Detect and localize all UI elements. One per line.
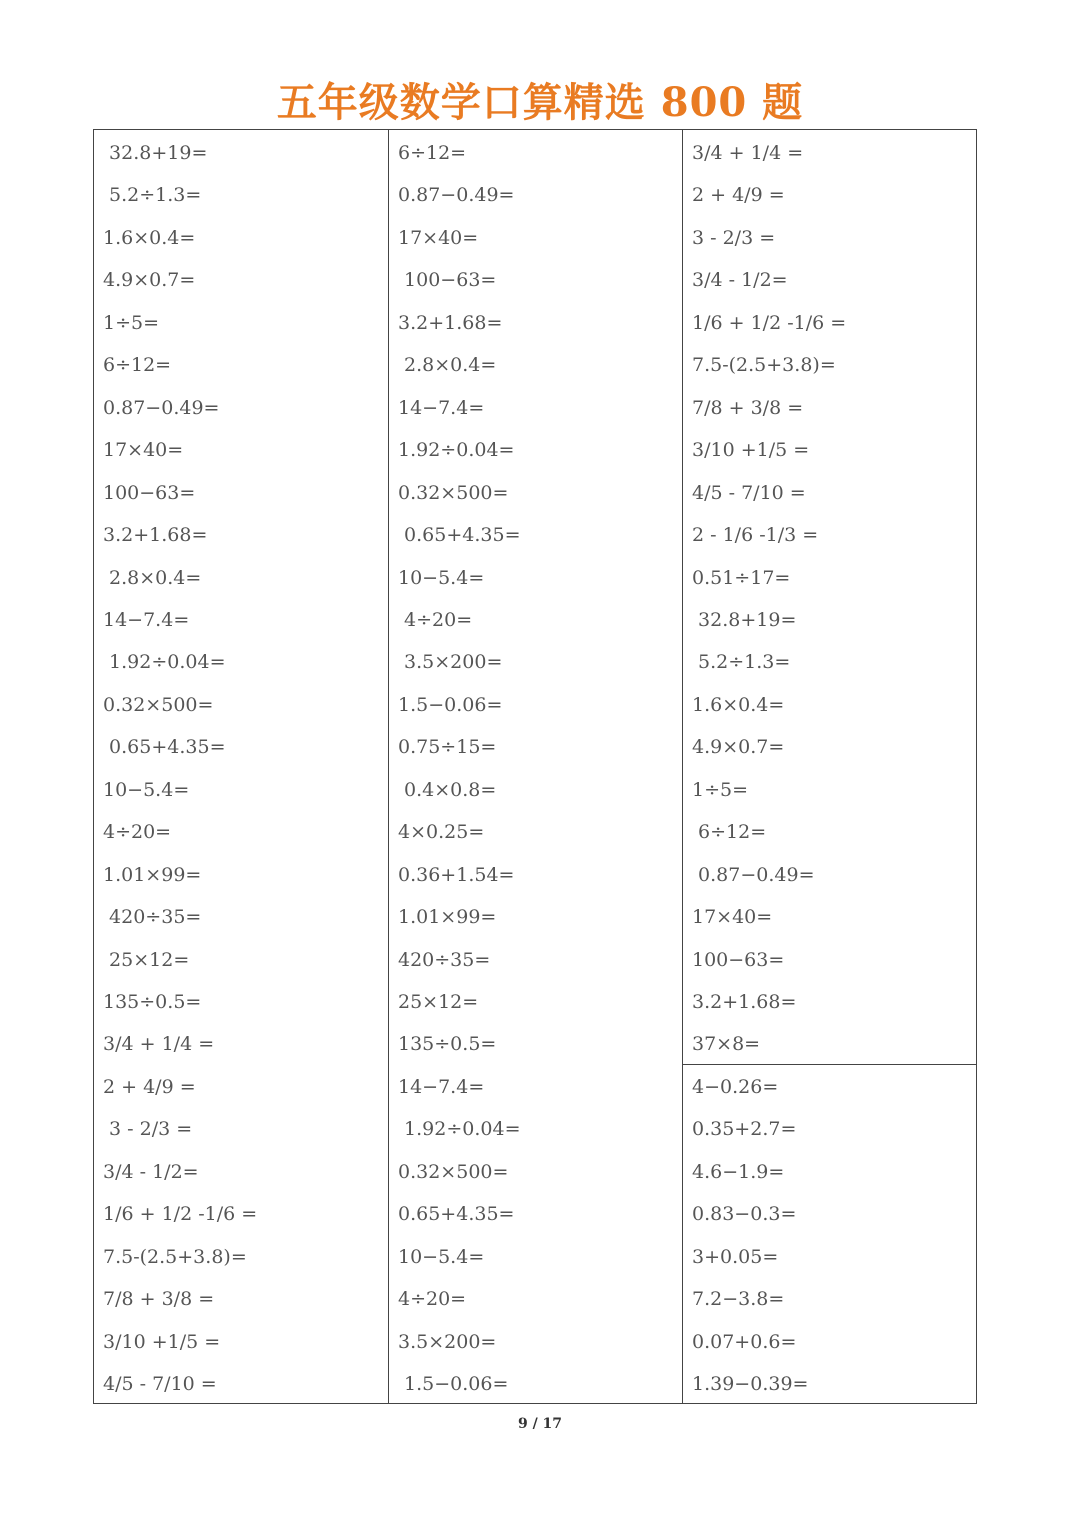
- problem-item: 4/5 - 7/10 =: [692, 481, 806, 504]
- problem-item: 3+0.05=: [692, 1245, 779, 1268]
- problem-item: 0.32×500=: [398, 481, 509, 504]
- problem-item: 3 - 2/3 =: [103, 1118, 193, 1141]
- problem-item: 6÷12=: [103, 354, 172, 377]
- problem-item: 4÷20=: [103, 821, 172, 844]
- problem-item: 0.4×0.8=: [398, 778, 497, 801]
- problem-item: 3/10 +1/5 =: [692, 439, 810, 462]
- problem-item: 1.01×99=: [103, 863, 202, 886]
- problem-item: 3.5×200=: [398, 651, 503, 674]
- problem-item: 3/4 - 1/2=: [103, 1160, 199, 1183]
- problem-item: 4×0.25=: [398, 821, 485, 844]
- problem-item: 3 - 2/3 =: [692, 226, 776, 249]
- column-3-divider: [683, 1064, 977, 1065]
- problem-item: 2 + 4/9 =: [692, 184, 785, 207]
- problem-item: 37×8=: [692, 1033, 761, 1056]
- problem-item: 3.2+1.68=: [103, 524, 208, 547]
- problem-item: 0.83−0.3=: [692, 1203, 797, 1226]
- problem-item: 2.8×0.4=: [103, 566, 202, 589]
- problem-item: 7/8 + 3/8 =: [103, 1288, 215, 1311]
- problem-item: 0.65+4.35=: [398, 524, 521, 547]
- problem-item: 420÷35=: [398, 948, 491, 971]
- problem-item: 1/6 + 1/2 -1/6 =: [103, 1203, 258, 1226]
- problem-item: 0.07+0.6=: [692, 1330, 797, 1353]
- problem-item: 25×12=: [103, 948, 190, 971]
- problem-item: 10−5.4=: [398, 1245, 485, 1268]
- problem-item: 0.87−0.49=: [398, 184, 515, 207]
- problem-item: 14−7.4=: [103, 608, 190, 631]
- problem-item: 17×40=: [692, 906, 773, 929]
- problem-item: 3/4 + 1/4 =: [692, 142, 804, 164]
- problem-item: 10−5.4=: [103, 778, 190, 801]
- problem-item: 5.2÷1.3=: [692, 651, 791, 674]
- problem-item: 1.92÷0.04=: [398, 439, 515, 462]
- problem-item: 4.9×0.7=: [103, 269, 196, 292]
- problem-item: 2 + 4/9 =: [103, 1075, 196, 1098]
- problem-item: 32.8+19=: [692, 608, 797, 631]
- problem-item: 10−5.4=: [398, 566, 485, 589]
- problem-item: 7.5-(2.5+3.8)=: [692, 354, 836, 377]
- problem-item: 3.2+1.68=: [398, 311, 503, 334]
- problem-item: 5.2÷1.3=: [103, 184, 202, 207]
- problem-item: 3.5×200=: [398, 1330, 497, 1353]
- problem-item: 0.65+4.35=: [103, 736, 226, 759]
- problem-item: 3/10 +1/5 =: [103, 1330, 221, 1353]
- problem-item: 1.92÷0.04=: [398, 1118, 521, 1141]
- problem-item: 2.8×0.4=: [398, 354, 497, 377]
- problem-item: 17×40=: [398, 226, 479, 249]
- problem-item: 3/4 - 1/2=: [692, 269, 788, 292]
- problem-item: 25×12=: [398, 991, 479, 1013]
- problem-item: 1.5−0.06=: [398, 1373, 509, 1396]
- problem-item: 14−7.4=: [398, 396, 485, 419]
- problem-item: 0.32×500=: [103, 693, 214, 716]
- problem-item: 0.65+4.35=: [398, 1203, 515, 1226]
- page-number: 9 / 17: [517, 1416, 563, 1432]
- problem-item: 6÷12=: [398, 142, 467, 164]
- page-title: 五年级数学口算精选 800 题: [276, 79, 804, 126]
- problem-item: 100−63=: [398, 269, 497, 292]
- problem-item: 0.35+2.7=: [692, 1118, 797, 1141]
- problem-item: 7.5-(2.5+3.8)=: [103, 1245, 247, 1268]
- problem-item: 1/6 + 1/2 -1/6 =: [692, 311, 847, 334]
- problem-item: 1.01×99=: [398, 906, 497, 929]
- problem-item: 0.32×500=: [398, 1160, 509, 1183]
- problem-item: 135÷0.5=: [398, 1033, 497, 1056]
- problem-item: 135÷0.5=: [103, 991, 202, 1013]
- problem-item: 14−7.4=: [398, 1075, 485, 1098]
- problem-item: 7.2−3.8=: [692, 1288, 785, 1311]
- problem-table: [93, 129, 977, 1404]
- problem-item: 7/8 + 3/8 =: [692, 396, 804, 419]
- problem-item: 1.6×0.4=: [692, 693, 785, 716]
- problem-item: 4.6−1.9=: [692, 1160, 785, 1183]
- problem-item: 1÷5=: [692, 778, 749, 801]
- problem-item: 1.39−0.39=: [692, 1373, 809, 1396]
- problem-item: 100−63=: [692, 948, 785, 971]
- problem-item: 4÷20=: [398, 1288, 467, 1311]
- problem-item: 4/5 - 7/10 =: [103, 1373, 217, 1396]
- problem-item: 0.75÷15=: [398, 736, 497, 759]
- problem-item: 1.92÷0.04=: [103, 651, 226, 674]
- problem-item: 32.8+19=: [103, 142, 208, 164]
- problem-item: 3.2+1.68=: [692, 991, 797, 1013]
- problem-item: 0.36+1.54=: [398, 863, 515, 886]
- problem-item: 4.9×0.7=: [692, 736, 785, 759]
- problem-item: 100−63=: [103, 481, 196, 504]
- problem-item: 2 - 1/6 -1/3 =: [692, 524, 819, 547]
- column-2: [389, 130, 683, 1403]
- problem-item: 17×40=: [103, 439, 184, 462]
- problem-item: 3/4 + 1/4 =: [103, 1033, 215, 1056]
- problem-item: 4÷20=: [398, 608, 473, 631]
- problem-item: 6÷12=: [692, 821, 767, 844]
- column-3: [683, 130, 977, 1403]
- column-1: [94, 130, 389, 1403]
- problem-item: 420÷35=: [103, 906, 202, 929]
- problem-item: 0.87−0.49=: [103, 396, 220, 419]
- problem-item: 1.6×0.4=: [103, 226, 196, 249]
- problem-item: 0.51÷17=: [692, 566, 791, 589]
- problem-item: 1.5−0.06=: [398, 693, 503, 716]
- problem-item: 4−0.26=: [692, 1075, 779, 1098]
- problem-item: 0.87−0.49=: [692, 863, 815, 886]
- problem-item: 1÷5=: [103, 311, 160, 334]
